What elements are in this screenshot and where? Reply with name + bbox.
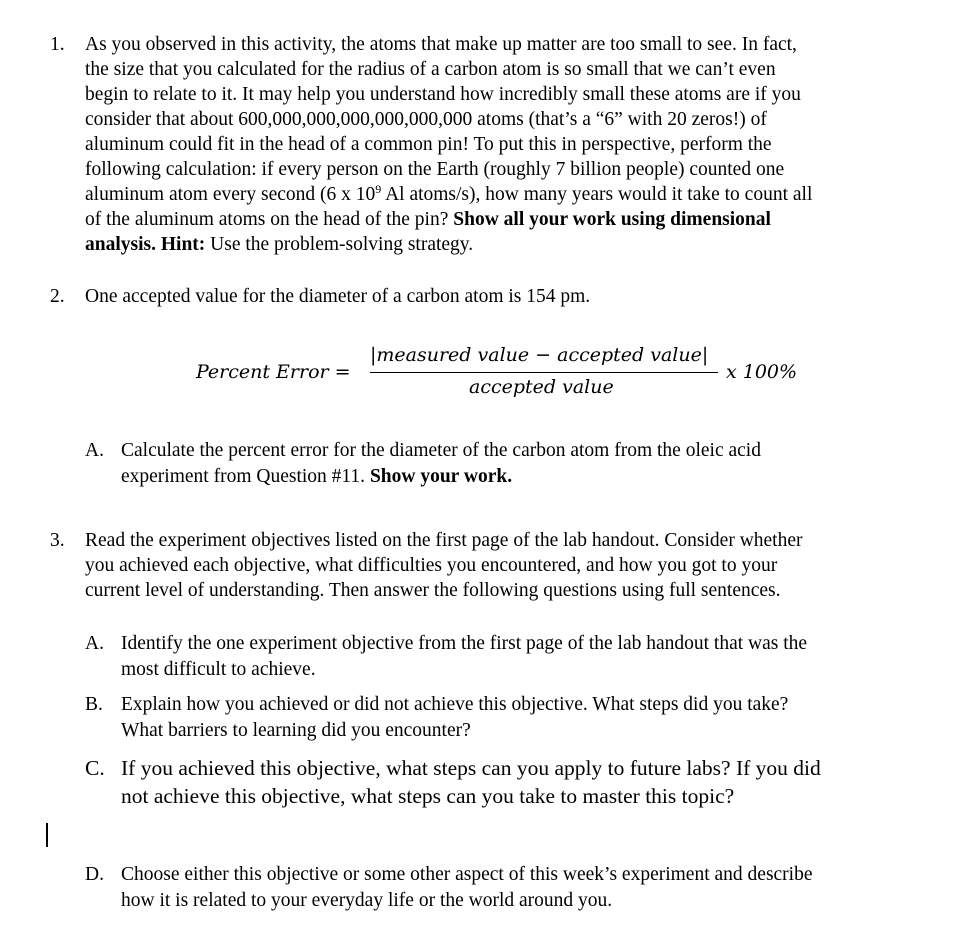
question-1-line [85,182,915,207]
superscript: 9 [375,182,382,196]
formula-lhs: Percent Error = [196,361,351,383]
bold-text: Show your work. [369,465,513,487]
bold-text: Show all your work using dimensional [453,209,771,230]
question-1-line: consider that about 600,000,000,000,000,000,000 atoms (that’s a “6” with 20 zeros!) of [85,109,767,130]
subquestion-text [121,862,921,913]
question-3-line: current level of understanding. Then answer the following questions using full sentences. [85,580,781,601]
subquestion-text [121,438,921,489]
fraction-bar [370,372,718,373]
bold-text: analysis. [85,234,156,255]
subquestion-line: Choose either this objective or some other aspect of this week’s experiment and describe [121,864,813,885]
subquestion-label: D. [85,864,104,885]
question-3-number: 3. [50,530,65,551]
subquestion-label: B. [85,694,103,715]
text-span: of the aluminum atoms on the head of the pin? [85,209,454,230]
question-3-text [85,528,915,603]
subquestion-text [121,631,921,682]
subquestion-line: What barriers to learning did you encounter? [121,719,471,741]
subquestion-line: Explain how you achieved or did not achieve this objective. What steps did you take? [121,694,789,715]
text-span: Use the problem-solving strategy. [205,234,474,255]
subquestion-label: A. [85,440,104,461]
subquestion-text [121,692,921,743]
question-2-text: One accepted value for the diameter of a carbon atom is 154 pm. [85,286,591,307]
question-1-number: 1. [50,34,65,55]
question-1-text [85,32,915,257]
text-span: aluminum atom every second (6 x 10 [85,184,376,205]
formula-numerator: |measured value − accepted value| [370,344,709,366]
question-2-number: 2. [50,286,65,307]
question-1-line: following calculation: if every person on the Earth (roughly 7 billion people) counted one [85,159,785,180]
question-1-line: aluminum could fit in the head of a common pin! To put this in perspective, perform the [85,134,772,155]
subquestion-line: Identify the one experiment objective from the first page of the lab handout that was the [121,633,808,654]
subquestion-line: Calculate the percent error for the diameter of the carbon atom from the oleic acid [121,440,761,461]
subquestion-line [121,464,921,490]
subquestion-text [121,754,921,810]
question-1-line [85,232,915,257]
subquestion-line: not achieve this objective, what steps can you take to master this topic? [121,784,735,808]
subquestion-label: A. [85,633,104,654]
formula-rhs: x 100% [726,361,798,383]
question-3-line: Read the experiment objectives listed on the first page of the lab handout. Consider whether [85,530,803,551]
subquestion-label: C. [85,756,105,780]
question-1-line: the size that you calculated for the radius of a carbon atom is so small that we can’t even [85,59,776,80]
text-span: Al atoms/s), how many years would it take to count all [381,184,813,205]
question-1-line [85,207,915,232]
subquestion-line: most difficult to achieve. [121,658,316,680]
subquestion-line: If you achieved this objective, what steps can you apply to future labs? If you did [121,756,821,780]
formula-denominator: accepted value [469,376,614,398]
question-1-line: As you observed in this activity, the atoms that make up matter are too small to see. In fact, [85,34,797,55]
subquestion-line: how it is related to your everyday life or the world around you. [121,889,613,911]
question-1-line: begin to relate to it. It may help you understand how incredibly small these atoms are if you [85,84,801,105]
bold-text: Hint: [160,234,206,255]
text-cursor [46,823,48,847]
text-span: experiment from Question #11. [121,465,370,487]
question-3-line: you achieved each objective, what difficulties you encountered, and how you got to your [85,555,778,576]
